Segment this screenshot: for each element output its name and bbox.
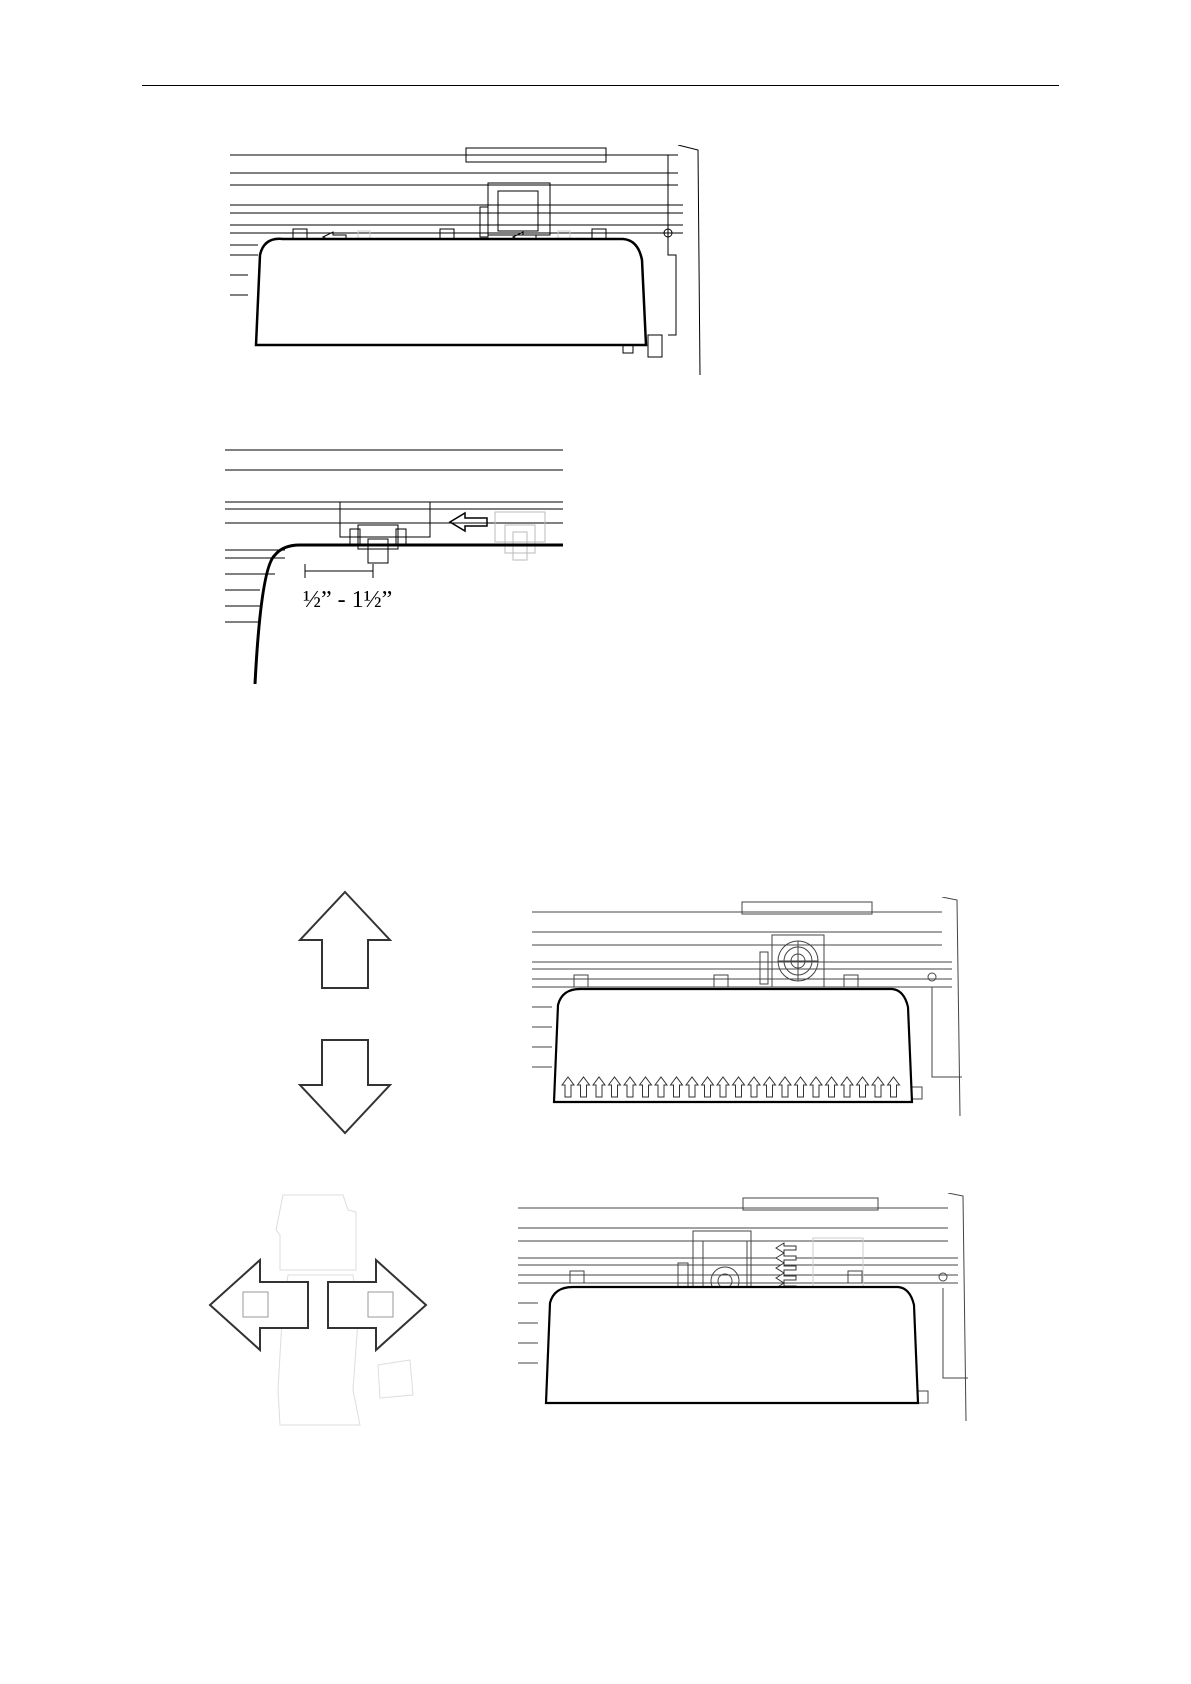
cutter-front-view-figure — [228, 145, 704, 375]
right-arrow-icon — [328, 1260, 426, 1350]
cutter-media-feed-figure — [532, 897, 980, 1116]
pinch-roller-detail-drawing — [225, 447, 563, 684]
cutter-front-view-drawing — [228, 145, 704, 375]
cutter-carriage-figure — [518, 1193, 984, 1421]
up-down-arrows — [295, 890, 395, 1135]
left-arrow-icon — [210, 1260, 308, 1350]
dimension-label: ½” - 1½” — [303, 587, 393, 613]
down-arrow-icon — [300, 1040, 390, 1133]
pinch-roller-detail-figure — [225, 447, 563, 684]
left-right-arrows — [208, 1190, 468, 1430]
cutter-carriage-drawing — [518, 1193, 984, 1421]
cutter-media-feed-drawing — [532, 897, 980, 1116]
up-arrow-icon — [300, 892, 390, 988]
carriage-arrow-stack — [776, 1243, 796, 1293]
header-rule — [142, 85, 1059, 86]
